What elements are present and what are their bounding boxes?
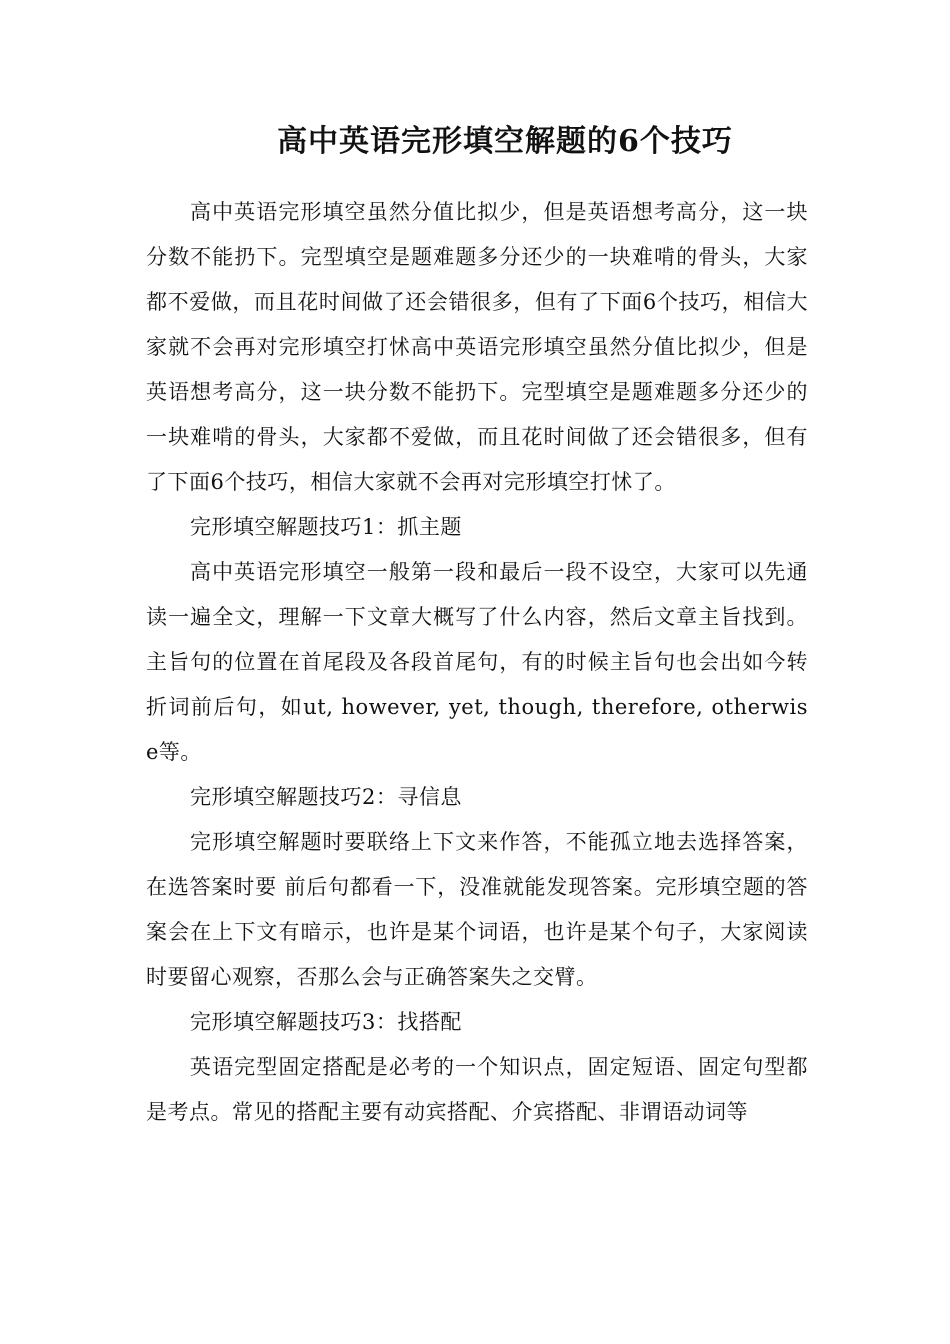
tip2-paragraph: 完形填空解题时要联络上下文来作答，不能孤立地去选择答案，在选答案时要 前后句都看一下，没准就能发现答案。完形填空题的答案会在上下文有暗示，也许是某个词语，也许是某个句子，大家阅读时要留心观察，否那么会与正确答案失之交臂。 — [146, 830, 808, 989]
tip3-paragraph: 英语完型固定搭配是必考的一个知识点，固定短语、固定句型都是考点。常见的搭配主要有动宾搭配、介宾搭配、非谓语动词等 — [146, 1055, 808, 1124]
intro-paragraph: 高中英语完形填空虽然分值比拟少，但是英语想考高分，这一块分数不能扔下。完型填空是题难题多分还少的一块难啃的骨头，大家都不爱做，而且花时间做了还会错很多，但有了下面6个技巧，相信大家就不会再对完形填空打怵高中英语完形填空虽然分值比拟少，但是英语想考高分，这一块分数不能扔下。完型填空是题难题多分还少的一块难啃的骨头，大家都不爱做，而且花时间做了还会错很多，但有了下面6个技巧，相信大家就不会再对完形填空打怵了。 — [146, 200, 808, 494]
document-title: 高中英语完形填空解题的6个技巧 — [277, 124, 733, 159]
document-body — [146, 190, 808, 1135]
tip2-heading: 完形填空解题技巧2：寻信息 — [190, 785, 462, 809]
tip3-heading: 完形填空解题技巧3：找搭配 — [190, 1010, 462, 1034]
tip1-paragraph: 高中英语完形填空一般第一段和最后一段不设空，大家可以先通读一遍全文，理解一下文章大概写了什么内容，然后文章主旨找到。主旨句的位置在首尾段及各段首尾句，有的时候主旨句也会出如今转折词前后句，如ut, however, yet, though, therefore, otherwise等。 — [146, 560, 808, 764]
tip1-heading: 完形填空解题技巧1：抓主题 — [190, 515, 462, 539]
